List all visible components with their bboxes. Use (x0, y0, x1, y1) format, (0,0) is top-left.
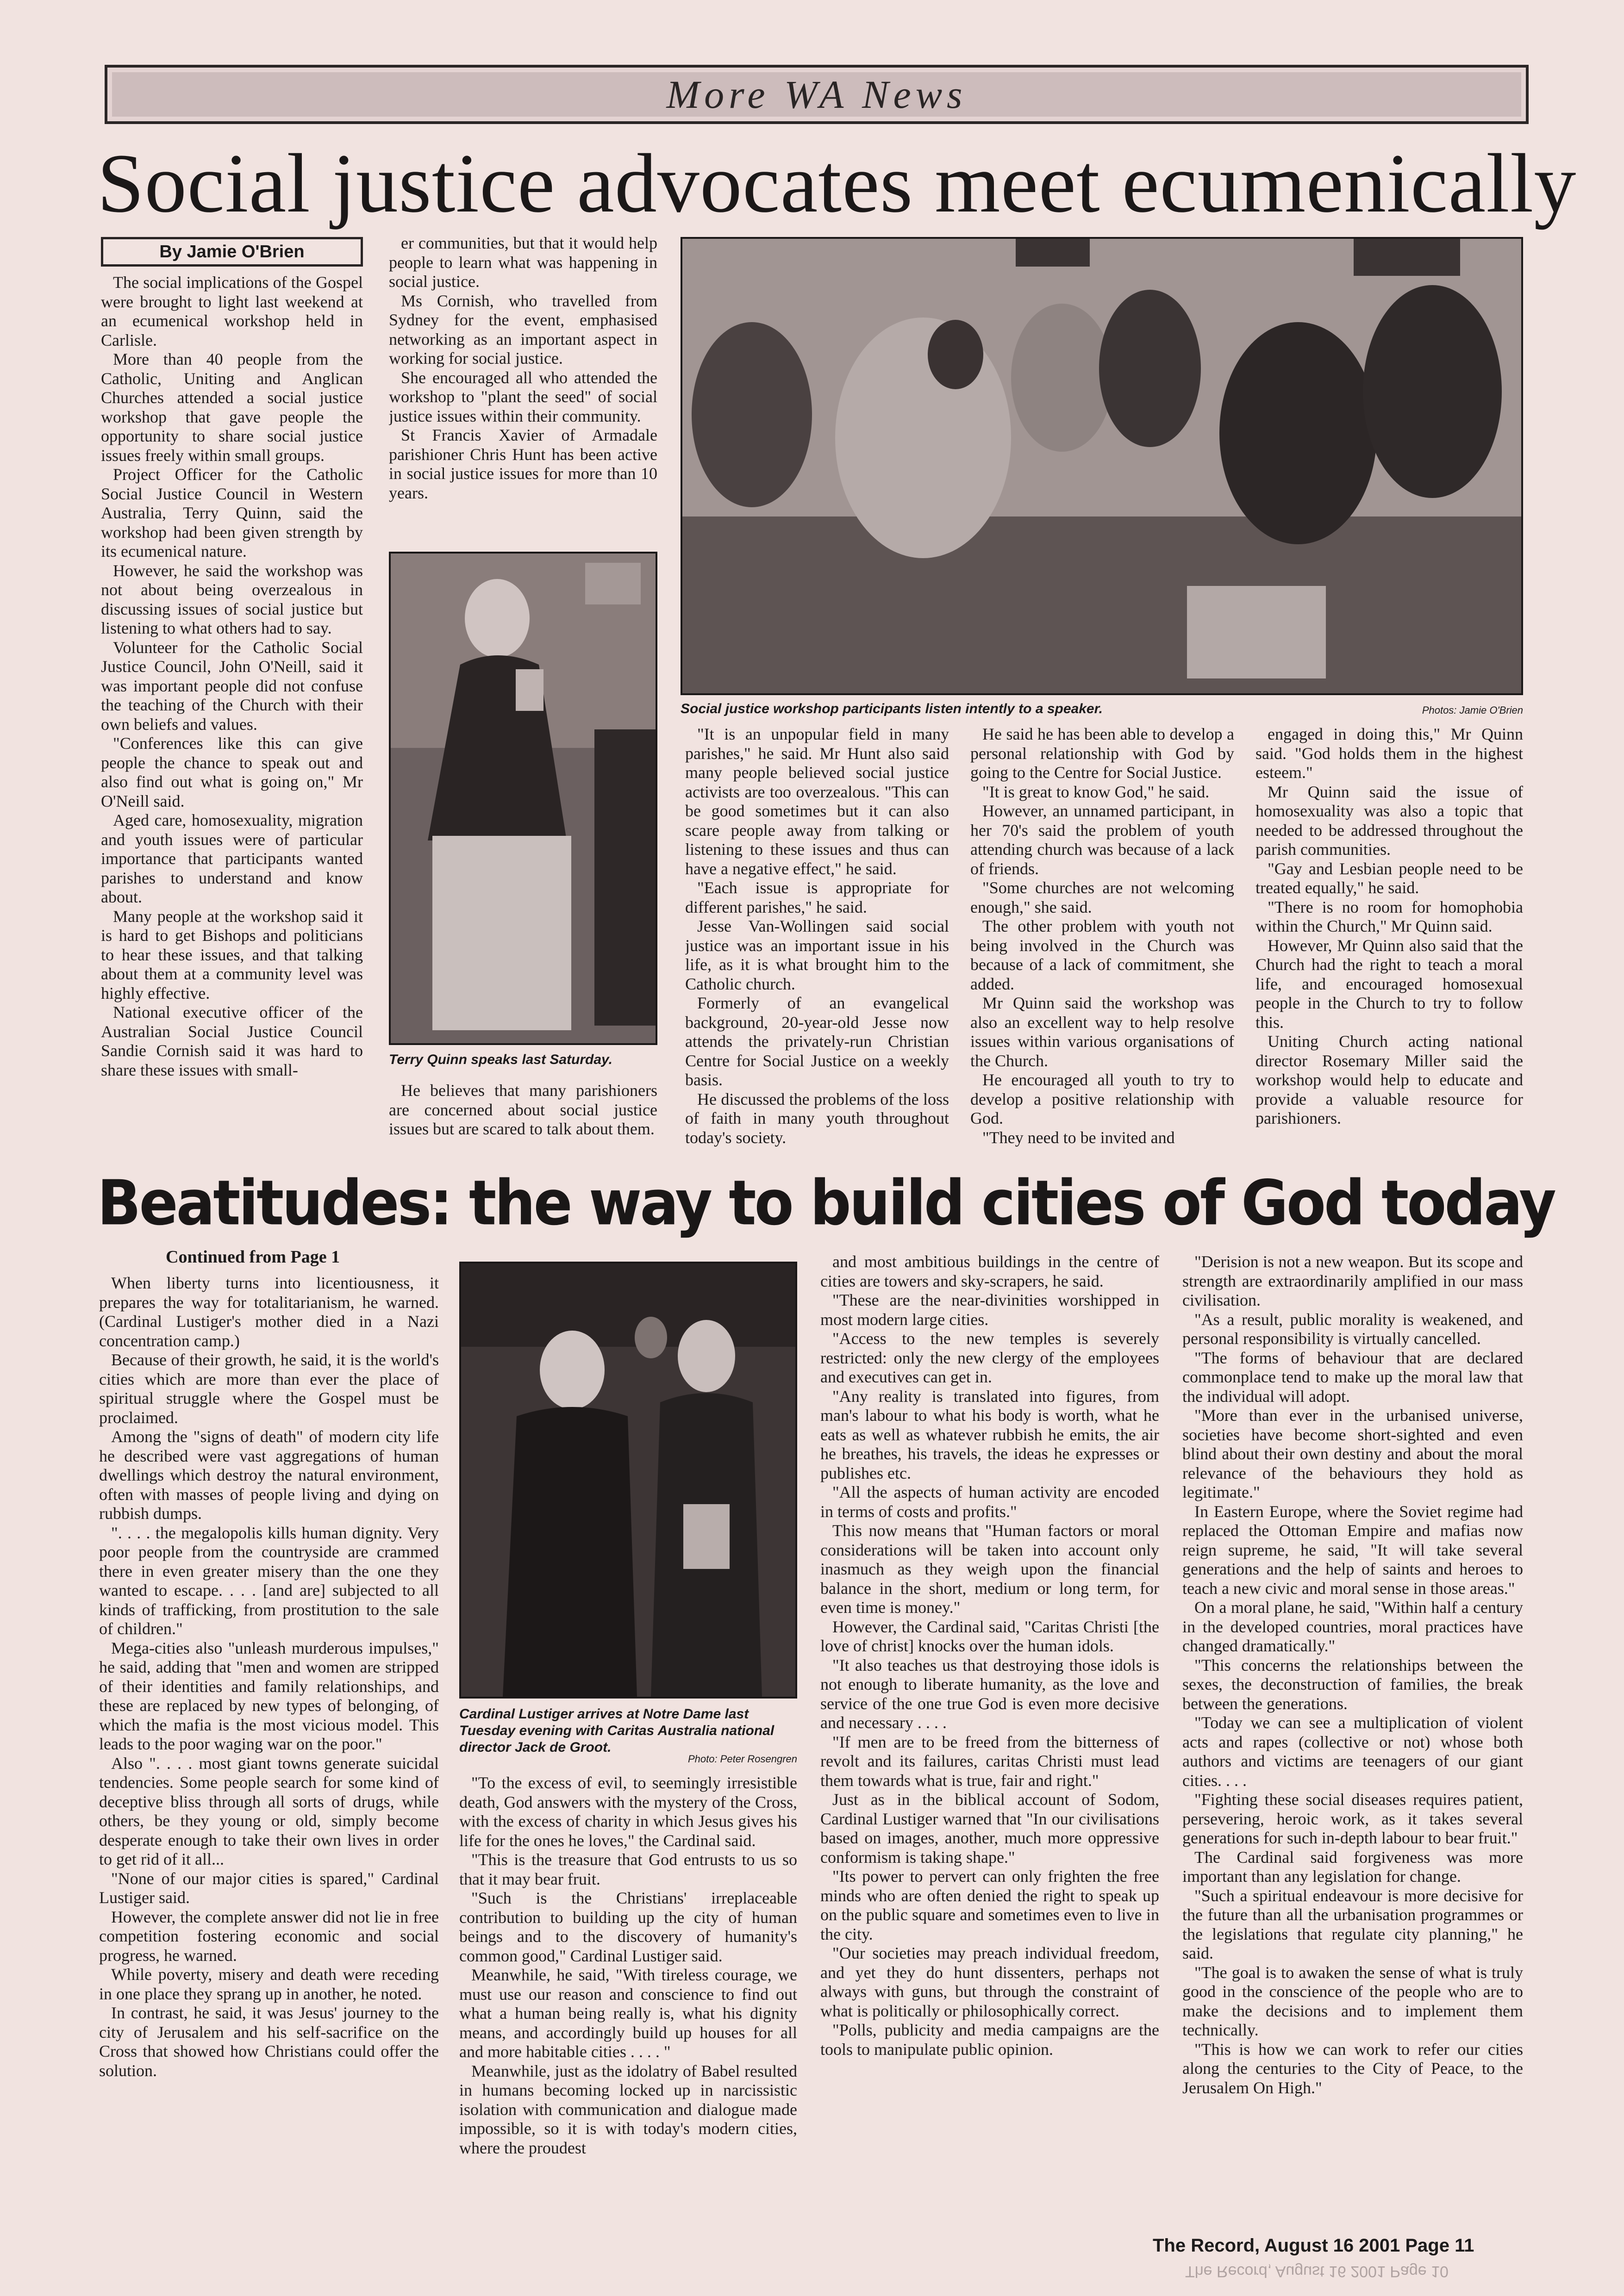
paragraph: "It is an unpopular field in many parishes," he said. Mr Hunt also said many people believed social justice activists are too overzealous. "This can be good sometimes but it can also scare people away from talking or listening to these issues and thus can have a negative effect," he said. (685, 725, 949, 878)
paragraph: He encouraged all youth to try to develop a positive relationship with God. (970, 1070, 1234, 1127)
article1-column-2-bottom (389, 1081, 657, 1160)
paragraph: "All the aspects of human activity are encoded in terms of costs and profits." (820, 1483, 1159, 1521)
article1-column-1 (101, 273, 363, 1162)
paragraph: The Cardinal said forgiveness was more important than any legislation for change. (1182, 1848, 1523, 1885)
paragraph: Aged care, homosexuality, migration and youth issues were of particular importance that participants wanted parishes to understand and know about. (101, 811, 363, 906)
terry-quinn-image (391, 554, 656, 1043)
paragraph: "The forms of behaviour that are declared commonplace tend to make up the moral law that the individual will adopt. (1182, 1348, 1523, 1406)
paragraph: "As a result, public morality is weakened, and personal responsibility is virtually cancelled. (1182, 1310, 1523, 1348)
paragraph: "Each issue is appropriate for different parishes," he said. (685, 878, 949, 916)
paragraph: "These are the near-divinities worshipped in most modern large cities. (820, 1291, 1159, 1329)
paragraph: Meanwhile, just as the idolatry of Babel resulted in humans becoming locked up in narcissistic isolation with communication and dialogue made impossible, so it is with today's modern cities, where the proudest (459, 2061, 797, 2157)
paragraph: St Francis Xavier of Armadale parishioner Chris Hunt has been active in social justice issues for more than 10 years. (389, 426, 657, 502)
paragraph: Just as in the biblical account of Sodom, Cardinal Lustiger warned that "In our civilisations based on images, another, much more oppressive conformism is taking shape." (820, 1790, 1159, 1867)
continued-from-page-1: Continued from Page 1 (166, 1247, 340, 1267)
paragraph: "Any reality is translated into figures, from man's labour to what his body is worth, what he eats as well as whatever rubbish he emits, the air he breathes, his travels, the ideas he expresses or publishes etc. (820, 1387, 1159, 1482)
paragraph: "Derision is not a new weapon. But its scope and strength are extraordinarily amplified in our mass civilisation. (1182, 1252, 1523, 1309)
paragraph: "It is great to know God," he said. (982, 782, 1210, 801)
paragraph: er communities, but that it would help people to learn what was happening in social justice. (389, 234, 657, 291)
paragraph: "This is the treasure that God entrusts to us so that it may bear fruit. (459, 1850, 797, 1888)
paragraph: "They need to be invited and (982, 1128, 1175, 1147)
paragraph: While poverty, misery and death were receding in one place they sprang up in another, he noted. (99, 1965, 439, 2003)
paragraph: Many people at the workshop said it is hard to get Bishops and politicians to hear these issues, and that talking about them at a community level was highly effective. (101, 907, 363, 1002)
paragraph: "Such a spiritual endeavour is more decisive for the future than all the urbanisation programmes or the legislations that regulate city planning," he said. (1182, 1886, 1523, 1962)
article2-column-4 (1182, 1252, 1523, 2227)
workshop-image (682, 239, 1521, 693)
article2-column-3 (820, 1252, 1159, 2227)
terry-quinn-photo (389, 552, 657, 1045)
paragraph: engaged in doing this," Mr Quinn said. "God holds them in the highest esteem." (1255, 725, 1523, 782)
paragraph: "This is how we can work to refer our cities along the centuries to the City of Peace, to the Jerusalem On High." (1182, 2040, 1523, 2097)
cardinal-photo (459, 1262, 797, 1699)
article1-column-5 (1255, 725, 1523, 1162)
paragraph: Mega-cities also "unleash murderous impulses," he said, adding that "men and women are stripped of their identities and family relationships, and these are replaced by new types of belonging, of which the mafia is the most vicious model. This leads to the poor waging war on the poor." (99, 1638, 439, 1753)
byline: By Jamie O'Brien (101, 237, 363, 267)
headline-social-justice: Social justice advocates meet ecumenically (97, 137, 1577, 230)
paragraph: More than 40 people from the Catholic, Uniting and Anglican Churches attended a social justice workshop that gave people the opportunity to share social justice issues freely within small groups. (101, 350, 363, 465)
paragraph: Meanwhile, he said, "With tireless courage, we must use our reason and conscience to find out what a human being really is, what his dignity means, and accordingly build up houses for all and more habitable cities . . . . " (459, 1966, 797, 2061)
paragraph: Also ". . . . most giant towns generate suicidal tendencies. Some people search for some kind of deceptive bliss through all sorts of drugs, while others, be they young or old, simply become desperate enough to take their own lives in order to get rid of it all... (99, 1754, 439, 1868)
paragraph: However, an unnamed participant, in her 70's said the problem of youth attending church was because of a lack of friends. (970, 802, 1234, 878)
article2-column-1 (99, 1274, 439, 2227)
paragraph: and most ambitious buildings in the centre of cities are towers and sky-scrapers, he said. (820, 1252, 1159, 1290)
paragraph: The other problem with youth not being involved in the Church was because of a lack of commitment, she added. (970, 917, 1234, 993)
headline-beatitudes: Beatitudes: the way to build cities of God today (97, 1167, 1555, 1239)
workshop-photo (681, 237, 1523, 695)
bleed-through-text: The Record, August 16 2001 Page 10 (1185, 2263, 1449, 2280)
paragraph: "This concerns the relationships between the sexes, the deconstruction of families, the break between the generations. (1182, 1655, 1523, 1713)
paragraph: Among the "signs of death" of modern city life he described were vast aggregations of human dwellings which destroy the natural environment, often with masses of people living and dying on rubbish dumps. (99, 1427, 439, 1523)
paragraph: "Some churches are not welcoming enough," she said. (970, 878, 1234, 916)
cardinal-photo-caption: Cardinal Lustiger arrives at Notre Dame last Tuesday evening with Caritas Australia national director Jack de Groot. (459, 1706, 775, 1755)
paragraph: Uniting Church acting national director Rosemary Miller said the workshop would help to educate and provide a valuable resource for parishioners. (1255, 1032, 1523, 1127)
paragraph: He said he has been able to develop a personal relationship with God by going to the Centre for Social Justice. (970, 725, 1234, 782)
section-banner: More WA News (105, 65, 1529, 124)
article1-column-4 (970, 725, 1234, 1162)
paragraph: "There is no room for homophobia within the Church," Mr Quinn said. (1255, 897, 1523, 935)
paragraph: "Its power to pervert can only frighten the free minds who are often denied the right to speak up on the public square and sometimes even to live in the city. (820, 1867, 1159, 1943)
cardinal-photo-credit: Photo: Peter Rosengren (687, 1753, 797, 1765)
paragraph: Jesse Van-Wollingen said social justice was an important issue in his life, as it is what brought him to the Catholic church. (685, 917, 949, 993)
paragraph: "None of our major cities is spared," Cardinal Lustiger said. (99, 1869, 439, 1907)
paragraph: "Polls, publicity and media campaigns are the tools to manipulate public opinion. (820, 2021, 1159, 2059)
paragraph: "Fighting these social diseases requires patient, persevering, heroic work, as it takes several generations for such in-depth labour to bear fruit." (1182, 1790, 1523, 1847)
paragraph: "Our societies may preach individual freedom, and yet they do hunt dissenters, perhaps not always with guns, but through the constraint of what is politically or philosophically correct. (820, 1944, 1159, 2020)
workshop-photo-caption: Social justice workshop participants listen intently to a speaker. (681, 701, 1103, 716)
paragraph: "Gay and Lesbian people need to be treated equally," he said. (1255, 859, 1523, 897)
paragraph: In Eastern Europe, where the Soviet regime had replaced the Ottoman Empire and mafias now reign supreme, he said, "It will take several generations and the help of saints and heroes to teach a new civic and moral sense in those areas." (1182, 1502, 1523, 1598)
paragraph: "The goal is to awaken the sense of what is truly good in the conscience of the people who are to make the decisions and to implement them technically. (1182, 1963, 1523, 2039)
paragraph: "Access to the new temples is severely restricted: only the new clergy of the employees and executives can get in. (820, 1329, 1159, 1386)
paragraph: "To the excess of evil, to seemingly irresistible death, God answers with the mystery of the Cross, with the excess of charity in which Jesus gives his life for the ones he loves," the Cardinal said. (459, 1773, 797, 1850)
paragraph: ". . . . the megalopolis kills human dignity. Very poor people from the countryside are crammed there in even greater misery than the one they wanted to escape. . . . [and are] subjected to all kinds of trafficking, from prostitution to the sale of children." (99, 1523, 439, 1638)
paragraph: "If men are to be freed from the bitterness of revolt and its failures, caritas Christi must lead them towards what is true, fair and right." (820, 1732, 1159, 1790)
paragraph: Because of their growth, he said, it is the world's cities which are more than ever the place of spiritual struggle where the Gospel must be proclaimed. (99, 1350, 439, 1427)
paragraph: He believes that many parishioners are concerned about social justice issues but are scared to talk about them. (389, 1081, 657, 1138)
paragraph: He discussed the problems of the loss of faith in many youth throughout today's society. (685, 1089, 949, 1147)
page-footer: The Record, August 16 2001 Page 11 (1153, 2235, 1474, 2256)
paragraph: "Today we can see a multiplication of violent acts and rapes (collective or not) whose both authors and victims are teenagers of our giant cities. . . . (1182, 1713, 1523, 1790)
article1-column-3 (685, 725, 949, 1162)
cardinal-image (461, 1263, 795, 1697)
paragraph: "Conferences like this can give people the chance to speak out and also find out what is going on," Mr O'Neill said. (101, 734, 363, 810)
article1-column-2-top (389, 234, 657, 539)
paragraph: In contrast, he said, it was Jesus' journey to the city of Jerusalem and his self-sacrifice on the Cross that showed how Christians could offer the solution. (99, 2004, 439, 2080)
quinn-photo-caption: Terry Quinn speaks last Saturday. (389, 1052, 612, 1067)
paragraph: The social implications of the Gospel were brought to light last weekend at an ecumenical workshop held in Carlisle. (101, 273, 363, 349)
paragraph: On a moral plane, he said, "Within half a century in the developed countries, moral practices have changed dramatically." (1182, 1598, 1523, 1655)
paragraph: "More than ever in the urbanised universe, societies have become short-sighted and even blind about their own destiny and about the moral relevance of the behaviours they hold as legitimate." (1182, 1406, 1523, 1501)
paragraph: Project Officer for the Catholic Social Justice Council in Western Australia, Terry Quinn, said the workshop had been given strength by its ecumenical nature. (101, 465, 363, 560)
paragraph: However, he said the workshop was not about being overzealous in discussing issues of social justice but listening to what others had to say. (101, 561, 363, 637)
paragraph: Volunteer for the Catholic Social Justice Council, John O'Neill, said it was important people did not confuse the teaching of the Church with their own beliefs and values. (101, 638, 363, 734)
article2-column-2 (459, 1773, 797, 2227)
paragraph: Mr Quinn said the workshop was also an excellent way to help resolve issues within various organisations of the Church. (970, 994, 1234, 1070)
paragraph: When liberty turns into licentiousness, it prepares the way for totalitarianism, he warned. (Cardinal Lustiger's mother died in a Nazi concentration camp.) (99, 1274, 439, 1350)
workshop-photo-credit: Photos: Jamie O'Brien (1422, 704, 1523, 716)
paragraph: This now means that "Human factors or moral considerations will be taken into account only inasmuch as they weigh upon the financial balance in the short, medium or long term, for even time is money." (820, 1521, 1159, 1617)
paragraph: Formerly of an evangelical background, 20-year-old Jesse now attends the privately-run Christian Centre for Social Justice on a weekly basis. (685, 994, 949, 1089)
paragraph: However, the complete answer did not lie in free competition fostering economic and social progress, he warned. (99, 1907, 439, 1965)
paragraph: However, Mr Quinn also said that the Church had the right to teach a moral life, and encouraged homosexual people in the Church to try to follow this. (1255, 936, 1523, 1032)
paragraph: Mr Quinn said the issue of homosexuality was also a topic that needed to be addressed throughout the parish communities. (1255, 782, 1523, 859)
paragraph: "It also teaches us that destroying those idols is not enough to liberate humanity, as the love and service of the one true God is even more decisive and necessary . . . . (820, 1655, 1159, 1732)
paragraph: National executive officer of the Australian Social Justice Council Sandie Cornish said it was hard to share these issues with small- (101, 1003, 363, 1079)
paragraph: She encouraged all who attended the workshop to "plant the seed" of social justice issues within their community. (389, 368, 657, 425)
paragraph: Ms Cornish, who travelled from Sydney for the event, emphasised networking as an important aspect in working for social justice. (389, 291, 657, 367)
paragraph: However, the Cardinal said, "Caritas Christi [the love of christ] knocks over the human idols. (820, 1617, 1159, 1655)
paragraph: "Such is the Christians' irreplaceable contribution to building up the city of human beings and to the discovery of humanity's common good," Cardinal Lustiger said. (459, 1889, 797, 1965)
